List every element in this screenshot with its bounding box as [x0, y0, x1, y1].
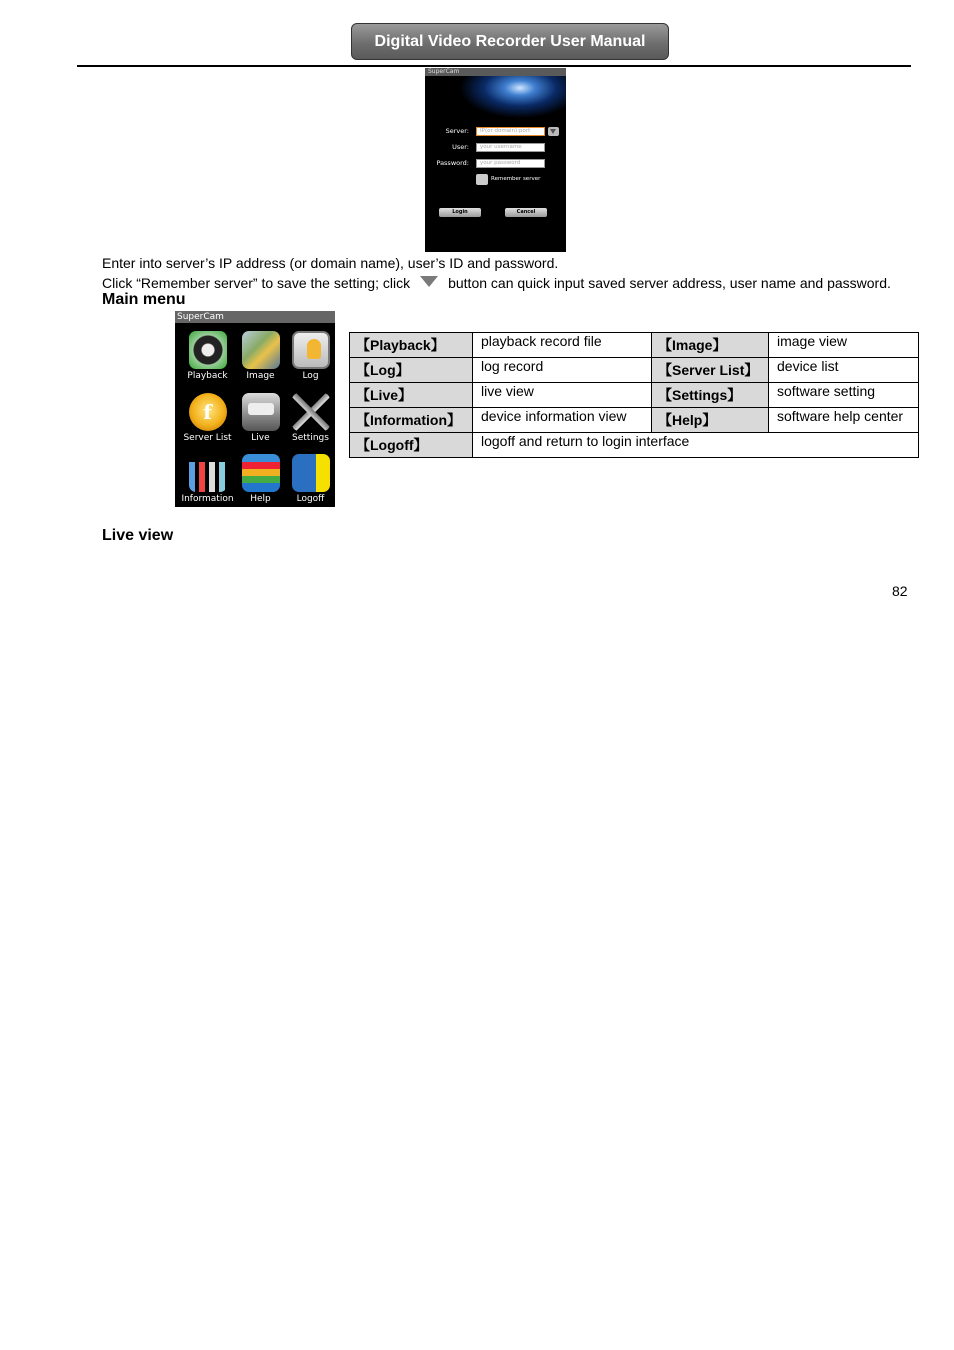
star-list-icon: f — [189, 393, 227, 431]
table-key: 【Playback】 — [350, 333, 473, 358]
menu-item-label: Log — [302, 371, 319, 381]
books-icon — [242, 454, 280, 492]
login-screenshot — [425, 68, 566, 252]
cancel-button[interactable]: Cancel — [505, 208, 547, 217]
table-row — [350, 358, 919, 383]
camera-icon — [242, 393, 280, 431]
header-title: Digital Video Recorder User Manual — [374, 33, 646, 50]
table-value: live view — [473, 383, 652, 408]
table-key: 【Help】 — [652, 408, 769, 433]
page-number: 82 — [892, 583, 908, 599]
main-menu-screenshot — [175, 311, 335, 507]
password-field[interactable]: your password — [476, 159, 545, 168]
password-label: Password: — [436, 159, 469, 167]
table-row — [350, 333, 919, 358]
table-value: software setting — [769, 383, 919, 408]
menu-item-information[interactable] — [181, 454, 234, 504]
earth-banner-image — [425, 76, 566, 128]
paragraph-remember-before: Click “Remember server” to save the setting; click — [102, 275, 411, 291]
bar-chart-icon — [189, 454, 227, 492]
user-label: User: — [452, 143, 469, 151]
table-key: 【Logoff】 — [350, 433, 473, 458]
image-icon — [242, 331, 280, 369]
menu-item-label: Help — [250, 494, 271, 504]
paragraph-login-instructions: Enter into server’s IP address (or domain name), user’s ID and password. — [102, 255, 559, 271]
table-key: 【Server List】 — [652, 358, 769, 383]
table-row — [350, 383, 919, 408]
server-label: Server: — [445, 127, 469, 135]
table-row — [350, 408, 919, 433]
log-icon — [292, 331, 330, 369]
tools-icon — [292, 393, 330, 431]
table-value: image view — [769, 333, 919, 358]
table-key: 【Live】 — [350, 383, 473, 408]
user-field[interactable]: your username — [476, 143, 545, 152]
menu-item-label: Playback — [187, 371, 228, 381]
menu-item-server-list[interactable] — [181, 393, 234, 443]
table-value: playback record file — [473, 333, 652, 358]
menu-item-log[interactable] — [284, 331, 335, 381]
menu-item-playback[interactable] — [181, 331, 234, 381]
menu-description-table — [349, 332, 919, 458]
table-value: software help center — [769, 408, 919, 433]
menu-item-label: Information — [181, 494, 234, 504]
table-key: 【Information】 — [350, 408, 473, 433]
table-value: device information view — [473, 408, 652, 433]
paragraph-remember-server — [102, 275, 891, 291]
live-view-heading: Live view — [102, 527, 174, 544]
table-key: 【Settings】 — [652, 383, 769, 408]
menu-app-title: SuperCam — [175, 311, 335, 323]
menu-item-label: Live — [251, 433, 270, 443]
menu-item-label: Logoff — [296, 494, 325, 504]
paragraph-remember-after: button can quick input saved server address, user name and password. — [448, 275, 891, 291]
exit-door-icon — [292, 454, 330, 492]
dropdown-triangle-icon — [420, 276, 438, 287]
table-key: 【Image】 — [652, 333, 769, 358]
main-menu-heading: Main menu — [102, 291, 186, 308]
menu-item-label: Server List — [183, 433, 232, 443]
remember-label: Remember server — [491, 176, 541, 182]
film-reel-icon — [189, 331, 227, 369]
login-button[interactable]: Login — [439, 208, 481, 217]
dropdown-arrow-icon[interactable] — [548, 127, 559, 136]
table-value: log record — [473, 358, 652, 383]
table-row — [350, 433, 919, 458]
table-key: 【Log】 — [350, 358, 473, 383]
table-value: logoff and return to login interface — [473, 433, 919, 458]
menu-item-label: Settings — [292, 433, 329, 443]
menu-item-help[interactable] — [234, 454, 287, 504]
server-field[interactable]: IP(or domain):port — [476, 127, 545, 136]
menu-item-label: Image — [246, 371, 275, 381]
header-badge — [351, 23, 669, 60]
menu-item-image[interactable] — [234, 331, 287, 381]
menu-item-settings[interactable] — [284, 393, 335, 443]
menu-item-live[interactable] — [234, 393, 287, 443]
login-app-title: SuperCam — [425, 68, 566, 76]
menu-item-logoff[interactable] — [284, 454, 335, 504]
remember-checkbox[interactable] — [476, 174, 488, 185]
table-value: device list — [769, 358, 919, 383]
header-rule — [77, 65, 911, 67]
